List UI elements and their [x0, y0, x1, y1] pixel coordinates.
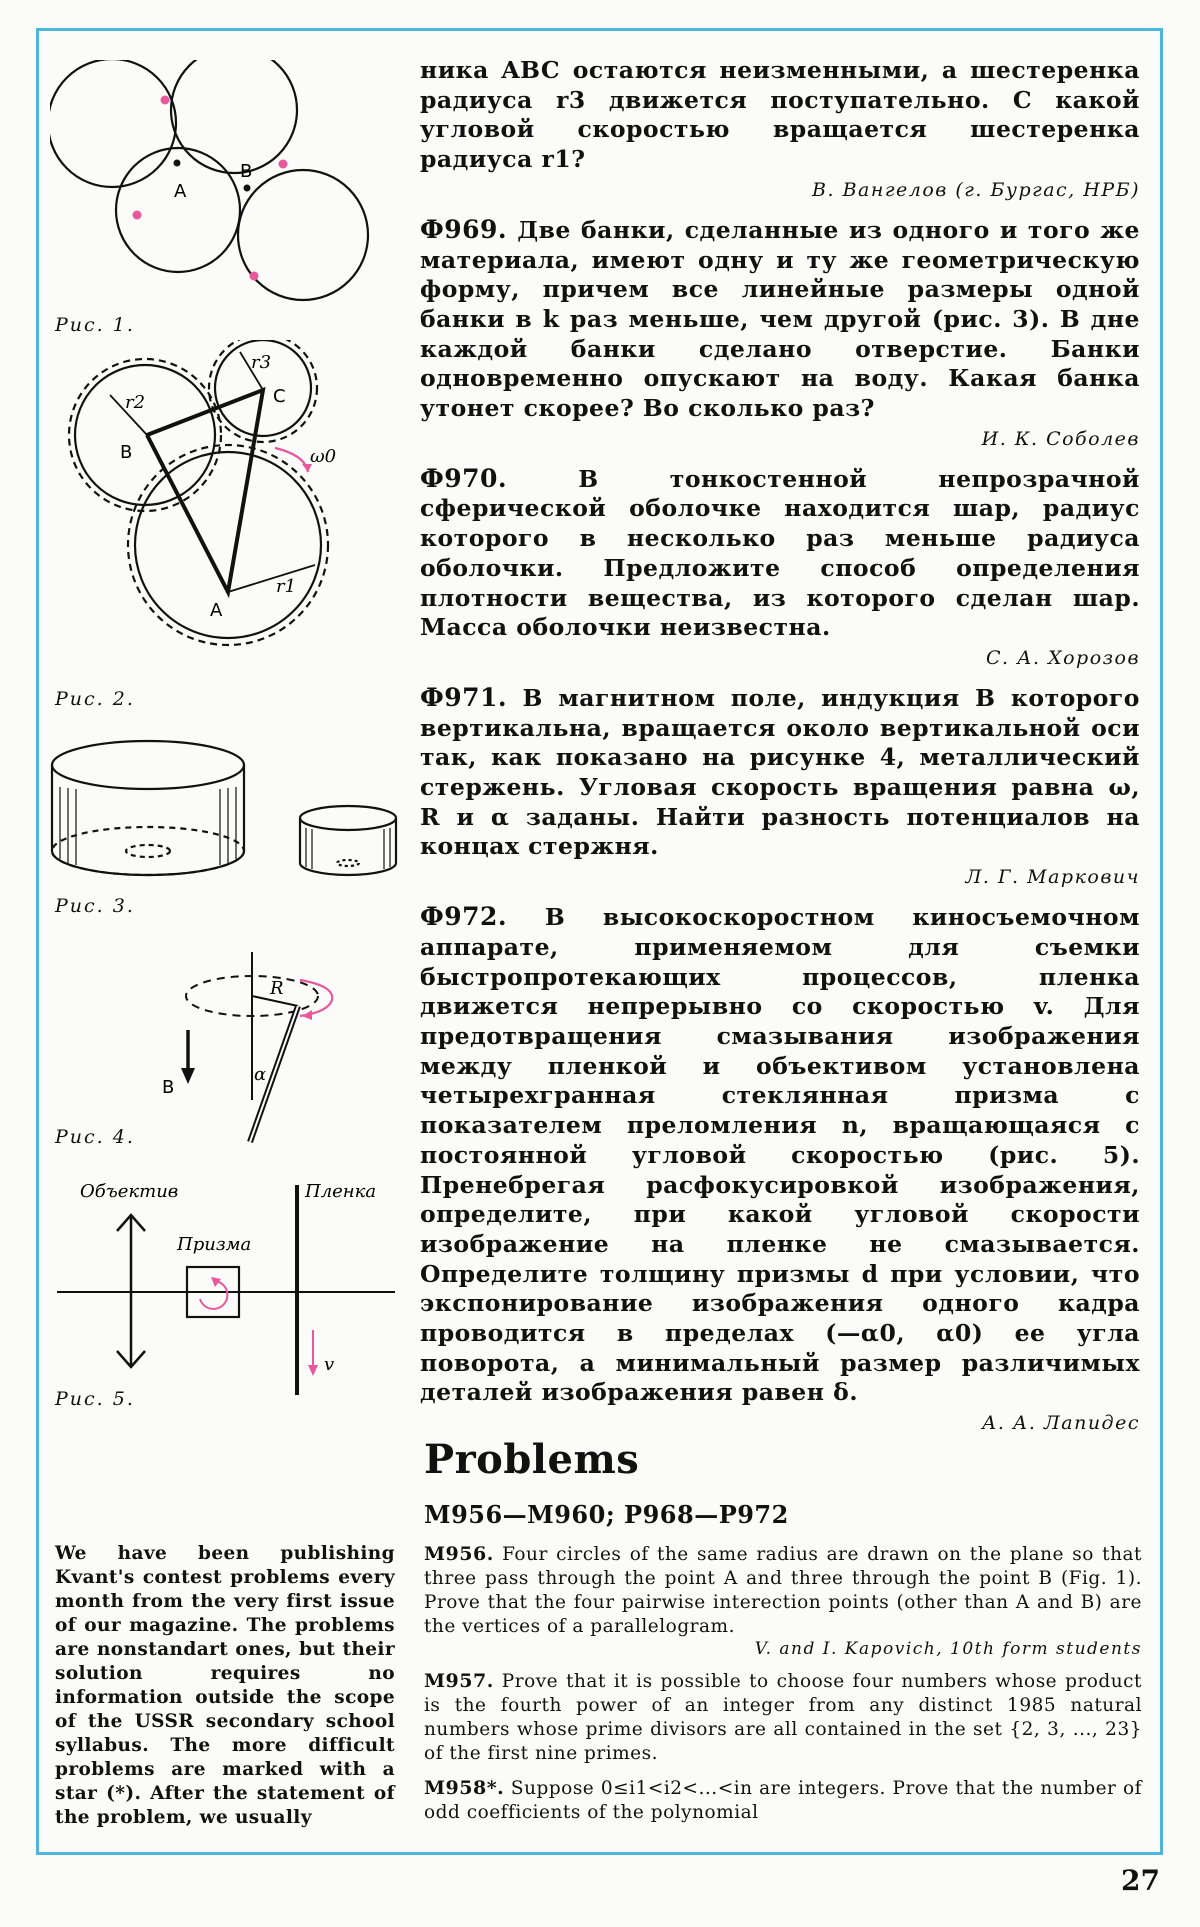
figure-1-caption: Рис. 1.: [55, 314, 135, 336]
problem-m956: [424, 1542, 1142, 1659]
figure-4: [150, 950, 400, 1150]
fig2-label-r1: r1: [276, 576, 297, 597]
problem-author: Л. Г. Маркович: [965, 866, 1140, 889]
problem-id: M956.: [424, 1543, 494, 1565]
fig2-label-a: A: [210, 600, 223, 621]
fig5-label-v: v: [324, 1354, 335, 1375]
problem-id: Ф972.: [420, 902, 508, 932]
page-number: 27: [1121, 1864, 1160, 1897]
fig1-label-a: A: [174, 181, 187, 202]
fig2-label-b: B: [120, 442, 133, 463]
english-problems: [424, 1542, 1142, 1835]
problems-range: M956—M960; P968—P972: [424, 1500, 789, 1529]
fig4-label-alpha: α: [254, 1064, 267, 1085]
russian-problems: [420, 56, 1140, 1448]
problem-id: Ф969.: [420, 214, 508, 244]
figure-5: [55, 1175, 405, 1400]
fig2-label-r3: r3: [251, 352, 272, 373]
problem-id: M958*.: [424, 1777, 505, 1799]
problem-f972: [420, 902, 1140, 1434]
problem-f969: [420, 215, 1140, 450]
fig2-label-r2: r2: [125, 392, 146, 413]
fig2-label-omega: ω0: [310, 446, 337, 467]
problem-f970: [420, 464, 1140, 669]
figure-2: [50, 340, 380, 680]
problem-id: Ф971.: [420, 682, 508, 712]
problem-id: Ф970.: [420, 463, 508, 493]
problem-text: В высокоскоростном киносъемочном аппарате, применяемом для съемки быстропротекающих процессов, пленка движется непрерывно со скоростью v. Для предотвращения смазывания изображения между пленкой и объективом установлена четырехгранная стеклянная призма с показателем преломления n, вращающаяся с постоянной угловой скоростью (рис. 5). Пренебрегая расфокусировкой изображения, определите, при какой угловой скорости изображение на пленке не смазывается. Определите толщину призмы d при условии, что экспонирование изображения одного кадра проводится в пределах (—α0, α0) ее угла поворота, а минимальный размер различимых деталей изображения равен δ.: [420, 903, 1140, 1407]
problem-text: В магнитном поле, индукция B которого вертикальна, вращается около вертикальной оси так, как показано на рисунке 4, металлический стержень. Угловая скорость вращения равна ω, R и α заданы. Найти разность потенциалов на концах стержня.: [420, 683, 1140, 861]
problem-text: Suppose 0≤i1<i2<...<in are integers. Prove that the number of odd coefficients of the polynomial: [424, 1778, 1142, 1823]
fig5-label-film: Пленка: [305, 1181, 377, 1202]
problem-author: V. and I. Kapovich, 10th form students: [754, 1639, 1142, 1659]
fig5-label-objective: Объектив: [80, 1181, 179, 1202]
problem-id: M957.: [424, 1670, 494, 1692]
fig4-label-r: R: [270, 978, 284, 999]
problems-intro: We have been publishing Kvant's contest problems every month from the very first issue of our magazine. The problems are nonstandart ones, but their solution requires no information outside the scope of the USSR secondary school syllabus. The more difficult problems are marked with a star (*). After the statement of the problem, we usually: [55, 1543, 395, 1828]
fig1-label-b: B: [240, 161, 253, 182]
problem-author: В. Вангелов (г. Бургас, НРБ): [812, 178, 1140, 201]
figure-5-caption: Рис. 5.: [55, 1388, 135, 1410]
problem-m958: [424, 1776, 1142, 1825]
problem-m957: [424, 1669, 1142, 1766]
problem-author: С. А. Хорозов: [985, 646, 1140, 669]
fig5-label-prism: Призма: [177, 1234, 252, 1255]
fig2-label-c: C: [273, 386, 286, 407]
problem-text: Две банки, сделанные из одного и того же материала, имеют одну и ту же геометрическую форму, причем все линейные размеры одной банки в k раз меньше, чем другой (рис. 3). В дне каждой банки сделано отверстие. Банки одновременно опускают на воду. Какая банка утонет скорее? Во сколько раз?: [420, 215, 1140, 423]
fig4-label-b: B: [162, 1077, 175, 1098]
problem-continuation: [420, 56, 1140, 201]
figure-2-caption: Рис. 2.: [55, 688, 135, 710]
problem-text: Four circles of the same radius are drawn on the plane so that three pass through the point A and three through the point B (Fig. 1). Prove that the four pairwise interection points (other than A and B) are the vertices of a parallelogram.: [424, 1544, 1142, 1637]
figure-3: [50, 735, 410, 900]
problems-heading: Problems: [424, 1436, 640, 1483]
figure-1: [50, 60, 380, 330]
problem-f971: [420, 683, 1140, 888]
figure-3-caption: Рис. 3.: [55, 895, 135, 917]
problem-author: А. А. Лапидес: [981, 1412, 1140, 1435]
problem-text: В тонкостенной непрозрачной сферической оболочке находится шар, радиус которого в несколько раз меньше радиуса оболочки. Предложите способ определения плотности вещества, из которого сделан шар. Масса оболочки неизвестна.: [420, 464, 1140, 642]
problem-author: И. К. Соболев: [981, 427, 1140, 450]
figure-4-caption: Рис. 4.: [55, 1126, 135, 1148]
problem-text: Prove that it is possible to choose four numbers whose product is the fourth power of an integer from any distinct 1985 natural numbers whose prime divisors are all contained in the set {2, 3, ..., 23} of the first nine primes.: [424, 1671, 1142, 1764]
problem-text: ника ABC остаются неизменными, а шестеренка радиуса r3 движется поступательно. С какой угловой скоростью вращается шестеренка радиуса r1?: [420, 56, 1140, 174]
